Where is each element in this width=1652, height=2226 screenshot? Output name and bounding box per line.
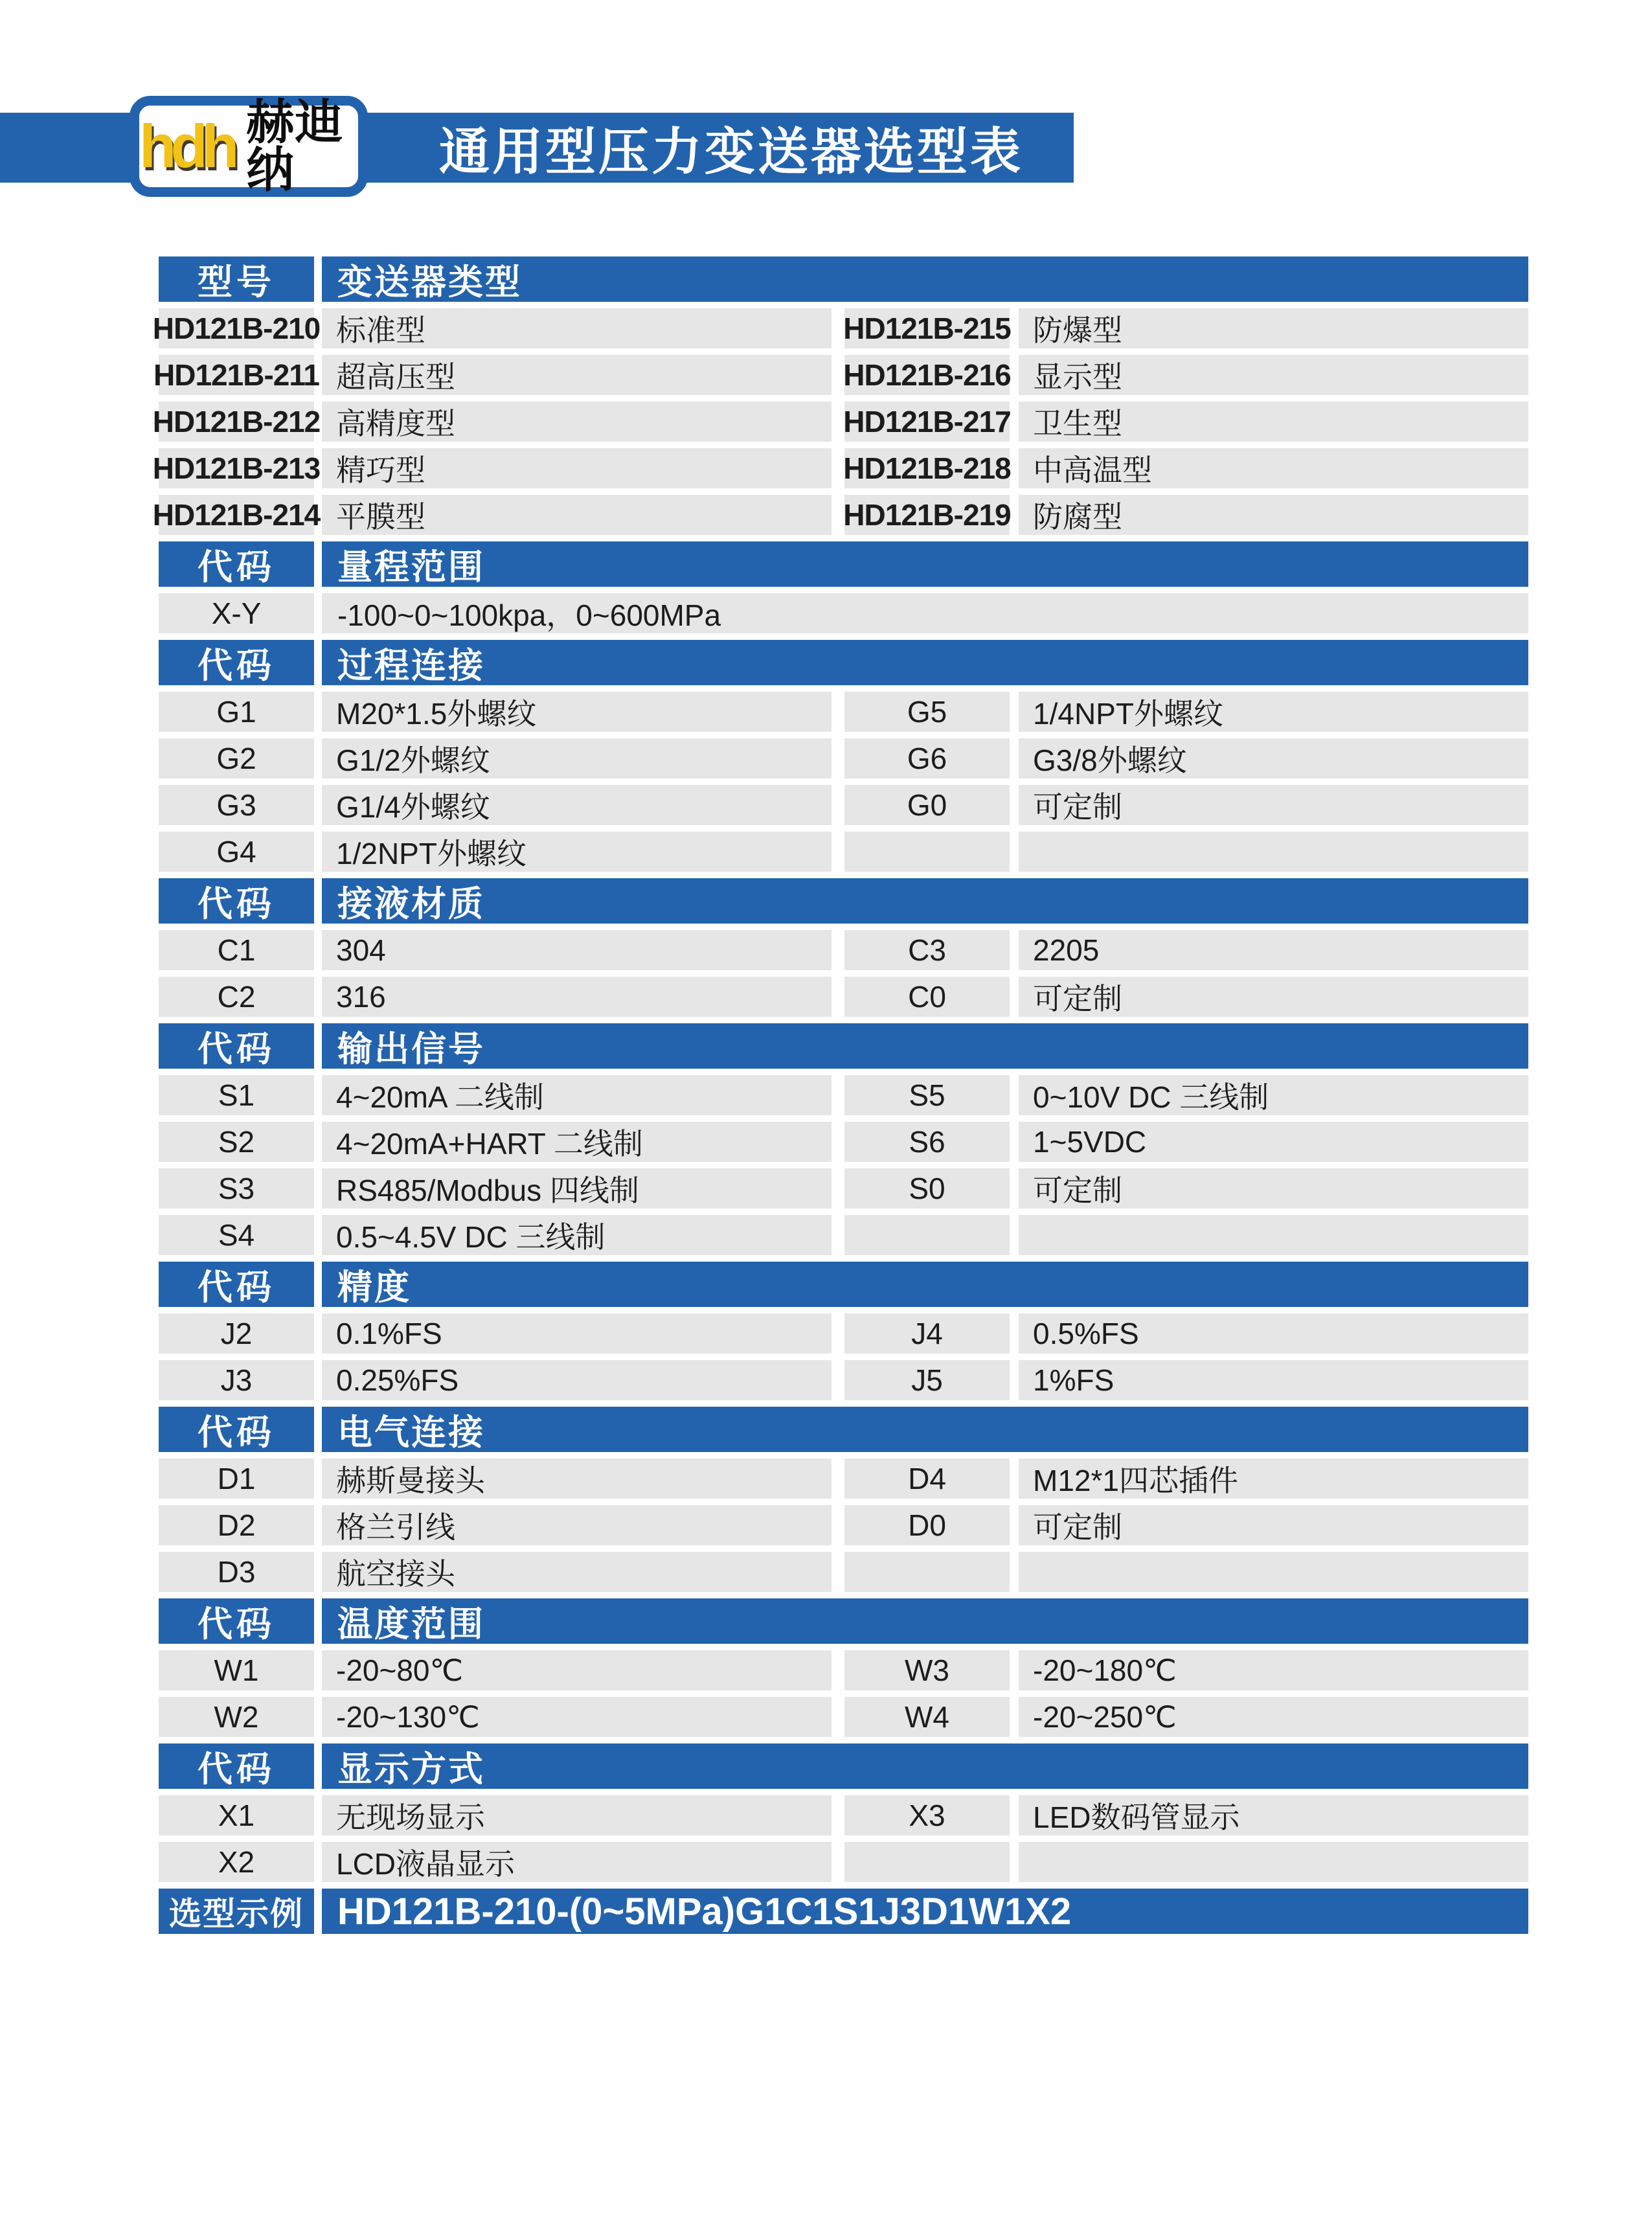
table-row [152, 495, 1528, 535]
section-header-row [159, 1262, 1528, 1307]
type-cell: 精巧型 [322, 448, 832, 488]
value-cell: G1/4外螺纹 [322, 785, 832, 825]
code-cell: J5 [844, 1360, 1010, 1400]
code-cell: D1 [159, 1459, 314, 1499]
model-cell: HD121B-219 [844, 495, 1010, 535]
type-cell: 防腐型 [1019, 495, 1528, 535]
empty-code-cell [844, 1552, 1010, 1592]
code-cell: X2 [159, 1842, 314, 1882]
value-cell: 格兰引线 [322, 1505, 832, 1545]
example-label: 选型示例 [159, 1889, 314, 1934]
code-cell: J2 [159, 1313, 314, 1354]
empty-code-cell [844, 832, 1010, 872]
code-cell: S5 [844, 1075, 1010, 1115]
brand-logo [130, 96, 368, 197]
model-cell: HD121B-218 [844, 448, 1010, 488]
code-cell: W3 [844, 1650, 1010, 1690]
value-cell: 4~20mA 二线制 [322, 1075, 832, 1115]
code-cell: J4 [844, 1313, 1010, 1354]
value-cell: 0~10V DC 三线制 [1019, 1075, 1528, 1115]
model-cell: HD121B-213 [159, 448, 314, 488]
code-cell: G4 [159, 832, 314, 872]
value-cell: 可定制 [1019, 977, 1528, 1017]
code-cell: C3 [844, 930, 1010, 970]
table-row [159, 1360, 1528, 1400]
section-code-header: 代码 [159, 541, 314, 587]
table-row [153, 355, 1528, 395]
code-cell: S2 [159, 1122, 314, 1162]
value-cell: 可定制 [1019, 785, 1528, 825]
empty-value-cell [1019, 1215, 1528, 1255]
value-cell: -20~250℃ [1019, 1697, 1528, 1737]
section-code-header: 代码 [159, 878, 314, 924]
table-row [159, 1459, 1528, 1499]
type-cell: 中高温型 [1019, 448, 1528, 488]
type-cell: 平膜型 [322, 495, 832, 535]
type-cell: 防爆型 [1019, 308, 1528, 348]
value-cell: LED数码管显示 [1019, 1795, 1528, 1835]
table-row [159, 1122, 1528, 1162]
empty-code-cell [844, 1842, 1010, 1882]
value-cell: 0.5~4.5V DC 三线制 [322, 1215, 832, 1255]
type-cell: 标准型 [322, 308, 832, 348]
value-cell: 航空接头 [322, 1552, 832, 1592]
code-cell: X-Y [159, 593, 314, 633]
example-value: HD121B-210-(0~5MPa)G1C1S1J3D1W1X2 [322, 1889, 1528, 1934]
type-cell: 卫生型 [1019, 402, 1528, 442]
code-cell: D4 [844, 1459, 1010, 1499]
model-cell: HD121B-216 [844, 355, 1010, 395]
table-row [159, 1168, 1528, 1209]
empty-value-cell [1019, 832, 1528, 872]
value-cell: RS485/Modbus 四线制 [322, 1168, 832, 1209]
value-cell: LCD液晶显示 [322, 1842, 832, 1882]
value-cell: 304 [322, 930, 832, 970]
logo-name: 赫迪纳 [246, 95, 344, 197]
section-code-header: 代码 [159, 1598, 314, 1644]
table-row [159, 930, 1528, 970]
table-row [159, 1075, 1528, 1115]
code-cell: D2 [159, 1505, 314, 1545]
section-header-row [159, 1407, 1528, 1452]
table-row [159, 1505, 1528, 1545]
section-code-header: 代码 [159, 640, 314, 685]
model-cell: HD121B-215 [844, 308, 1010, 348]
code-cell: S1 [159, 1075, 314, 1115]
code-cell: G0 [844, 785, 1010, 825]
value-cell: G1/2外螺纹 [322, 738, 832, 778]
value-cell: 0.5%FS [1019, 1313, 1528, 1354]
code-cell: S4 [159, 1215, 314, 1255]
section-header-row [159, 541, 1528, 587]
section-title: 变送器类型 [322, 256, 1528, 302]
code-cell: C2 [159, 977, 314, 1017]
value-cell: 1%FS [1019, 1360, 1528, 1400]
table-row [152, 308, 1528, 348]
table-row [159, 1313, 1528, 1354]
value-cell: M12*1四芯插件 [1019, 1459, 1528, 1499]
section-header-row [159, 878, 1528, 924]
value-cell: 1~5VDC [1019, 1122, 1528, 1162]
section-header-row [159, 256, 1528, 302]
code-cell: J3 [159, 1360, 314, 1400]
section-title: 显示方式 [322, 1743, 1528, 1789]
table-row [159, 1842, 1528, 1882]
selection-table [152, 256, 1528, 1940]
code-cell: C0 [844, 977, 1010, 1017]
type-cell: 高精度型 [322, 402, 832, 442]
value-cell: 可定制 [1019, 1505, 1528, 1545]
section-title: 电气连接 [322, 1407, 1528, 1452]
value-cell: -20~130℃ [322, 1697, 832, 1737]
value-cell: 0.25%FS [322, 1360, 832, 1400]
value-cell: -100~0~100kpa，0~600MPa [322, 593, 1528, 633]
code-cell: S6 [844, 1122, 1010, 1162]
code-cell: G3 [159, 785, 314, 825]
section-code-header: 代码 [159, 1023, 314, 1069]
section-header-row [159, 1023, 1528, 1069]
value-cell: -20~80℃ [322, 1650, 832, 1690]
section-header-row [159, 1743, 1528, 1789]
table-row [159, 785, 1528, 825]
logo-mark: hdh [139, 112, 234, 180]
example-row [159, 1889, 1528, 1934]
model-cell: HD121B-217 [844, 402, 1010, 442]
value-cell: 4~20mA+HART 二线制 [322, 1122, 832, 1162]
section-code-header: 代码 [159, 1262, 314, 1307]
section-title: 输出信号 [322, 1023, 1528, 1069]
table-row [159, 593, 1528, 633]
code-cell: W4 [844, 1697, 1010, 1737]
table-row [159, 1552, 1528, 1592]
model-cell: HD121B-210 [159, 308, 314, 348]
section-title: 温度范围 [322, 1598, 1528, 1644]
value-cell: -20~180℃ [1019, 1650, 1528, 1690]
section-title: 过程连接 [322, 640, 1528, 685]
code-cell: C1 [159, 930, 314, 970]
empty-value-cell [1019, 1552, 1528, 1592]
value-cell: M20*1.5外螺纹 [322, 692, 832, 732]
table-row [159, 1650, 1528, 1690]
code-cell: X3 [844, 1795, 1010, 1835]
page-title: 通用型压力变送器选型表 [438, 123, 1023, 180]
section-header-row [159, 640, 1528, 685]
section-code-header: 代码 [159, 1407, 314, 1452]
code-cell: D0 [844, 1505, 1010, 1545]
value-cell: 2205 [1019, 930, 1528, 970]
code-cell: G2 [159, 738, 314, 778]
value-cell: 1/4NPT外螺纹 [1019, 692, 1528, 732]
model-cell: HD121B-211 [159, 355, 314, 395]
value-cell: 316 [322, 977, 832, 1017]
table-row [159, 738, 1528, 778]
code-cell: G5 [844, 692, 1010, 732]
section-title: 接液材质 [322, 878, 1528, 924]
code-cell: W2 [159, 1697, 314, 1737]
code-cell: X1 [159, 1795, 314, 1835]
value-cell: 0.1%FS [322, 1313, 832, 1354]
table-row [159, 1795, 1528, 1835]
table-row [159, 1697, 1528, 1737]
model-cell: HD121B-212 [159, 402, 314, 442]
code-cell: D3 [159, 1552, 314, 1592]
code-cell: G1 [159, 692, 314, 732]
model-cell: HD121B-214 [159, 495, 314, 535]
section-title: 精度 [322, 1262, 1528, 1307]
type-cell: 显示型 [1019, 355, 1528, 395]
table-row [159, 832, 1528, 872]
table-row [152, 402, 1528, 442]
value-cell: 无现场显示 [322, 1795, 832, 1835]
section-title: 量程范围 [322, 541, 1528, 587]
value-cell: G3/8外螺纹 [1019, 738, 1528, 778]
value-cell: 赫斯曼接头 [322, 1459, 832, 1499]
table-row [159, 1215, 1528, 1255]
code-cell: S3 [159, 1168, 314, 1209]
code-cell: G6 [844, 738, 1010, 778]
table-row [159, 692, 1528, 732]
table-row [152, 448, 1528, 488]
value-cell: 可定制 [1019, 1168, 1528, 1209]
code-cell: W1 [159, 1650, 314, 1690]
code-cell: S0 [844, 1168, 1010, 1209]
type-cell: 超高压型 [322, 355, 832, 395]
empty-value-cell [1019, 1842, 1528, 1882]
section-header-row [159, 1598, 1528, 1644]
value-cell: 1/2NPT外螺纹 [322, 832, 832, 872]
empty-code-cell [844, 1215, 1010, 1255]
section-code-header: 型号 [159, 256, 314, 302]
section-code-header: 代码 [159, 1743, 314, 1789]
table-row [159, 977, 1528, 1017]
